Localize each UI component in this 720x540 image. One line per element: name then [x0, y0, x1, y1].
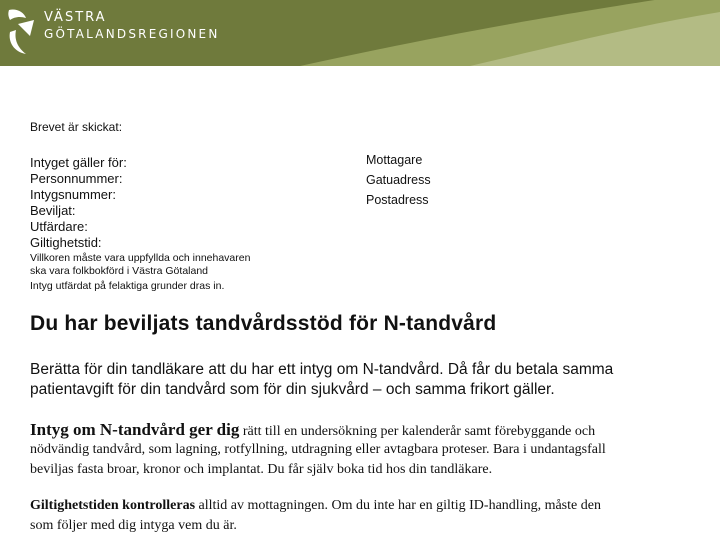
header-banner	[0, 0, 720, 66]
paragraph-benefits-line-3: beviljas fasta broar, kronor och implantat. Du får själv boka tid hos din tandläkare.	[30, 462, 493, 477]
lead-line-1: Berätta för din tandläkare att du har ett intyg om N-tandvård. Då får du betala samma	[30, 361, 614, 378]
page-title: Du har beviljats tandvårdsstöd för N-tandvård	[30, 312, 497, 335]
paragraph-validity-line-2: som följer med dig intyga vem du är.	[30, 518, 237, 533]
vgr-logo-icon	[4, 6, 40, 58]
field-personnummer: Personnummer:	[30, 171, 123, 186]
revoke-note: Intyg utfärdat på felaktiga grunder dras in.	[30, 280, 225, 292]
recipient-name: Mottagare	[366, 153, 423, 167]
validity-line-1-text: alltid av mottagningen. Om du inte har en giltig ID-handling, måste den	[195, 498, 601, 513]
recipient-street: Gatuadress	[366, 173, 431, 187]
benefits-line-1-text: rätt till en undersökning per kalenderår samt förebyggande och	[239, 424, 596, 439]
sent-label: Brevet är skickat:	[30, 120, 123, 134]
field-applies-to: Intyget gäller för:	[30, 155, 127, 170]
conditions-line-2: ska vara folkbokförd i Västra Götaland	[30, 265, 209, 277]
paragraph-validity-line-1	[30, 496, 601, 516]
logo-line-1: VÄSTRA	[44, 10, 107, 25]
field-beviljat: Beviljat:	[30, 203, 76, 218]
benefits-bold-lead: Intyg om N-tandvård ger dig	[30, 420, 240, 439]
field-giltighetstid: Giltighetstid:	[30, 235, 102, 250]
vgr-logo-text	[44, 10, 220, 42]
lead-line-2: patientavgift för din tandvård som för din sjukvård – och samma frikort gäller.	[30, 381, 555, 398]
field-utfardare: Utfärdare:	[30, 219, 88, 234]
validity-bold-lead: Giltighetstiden kontrolleras	[30, 498, 196, 513]
paragraph-benefits-line-2: nödvändig tandvård, som lagning, rotfyllning, utdragning eller avtagbara proteser. Bara i undantagsfall	[30, 442, 606, 457]
field-intygsnummer: Intygsnummer:	[30, 187, 116, 202]
recipient-postal: Postadress	[366, 193, 429, 207]
paragraph-benefits-line-1	[30, 420, 595, 442]
conditions-line-1: Villkoren måste vara uppfyllda och innehavaren	[30, 252, 251, 264]
logo-line-2: GÖTALANDSREGIONEN	[44, 27, 220, 41]
